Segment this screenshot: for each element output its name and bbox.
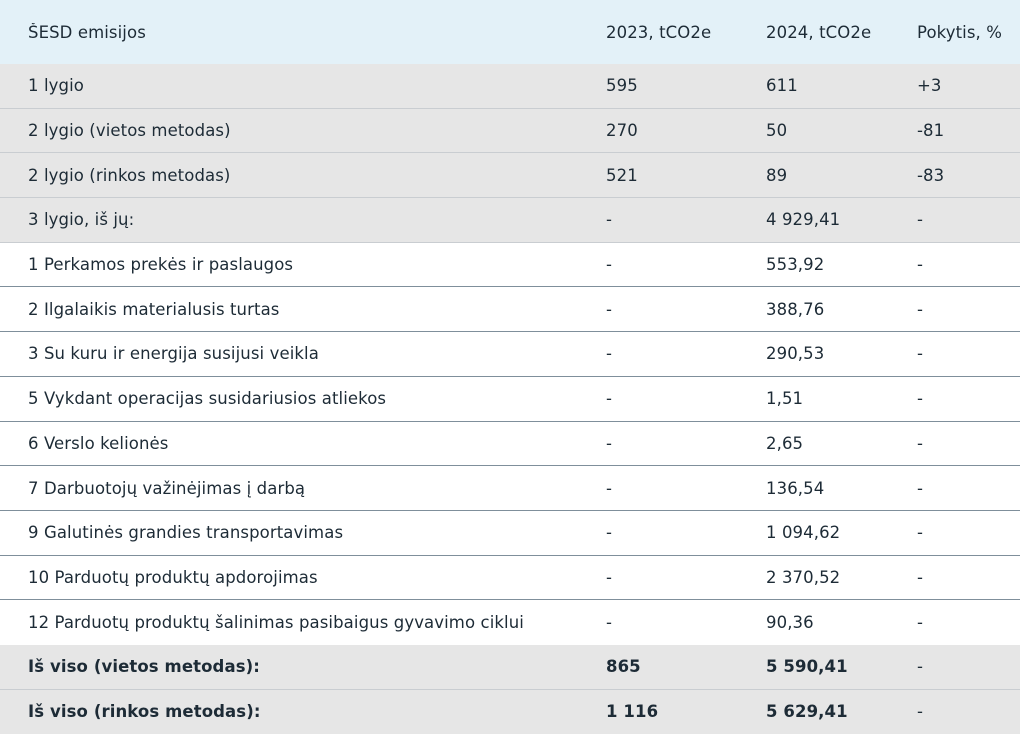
row-change: - xyxy=(917,299,924,319)
table-row xyxy=(0,332,1020,377)
row-2024: 89 xyxy=(766,165,788,185)
row-2023: 865 xyxy=(606,657,641,677)
row-change: - xyxy=(917,478,924,498)
row-2023: - xyxy=(606,299,613,319)
table-row xyxy=(0,153,1020,198)
row-label: 10 Parduotų produktų apdorojimas xyxy=(28,567,318,587)
row-2023: - xyxy=(606,613,613,633)
row-label: 1 Perkamos prekės ir paslaugos xyxy=(28,255,294,275)
table-row xyxy=(0,422,1020,467)
row-label: 1 lygio xyxy=(28,76,84,96)
row-label: 2 Ilgalaikis materialusis turtas xyxy=(28,299,280,319)
row-label: 3 Su kuru ir energija susijusi veikla xyxy=(28,344,319,364)
row-2023: - xyxy=(606,344,613,364)
row-2024: 290,53 xyxy=(766,344,825,364)
row-2024: 611 xyxy=(766,76,798,96)
row-change: -81 xyxy=(917,121,945,141)
table-row xyxy=(0,600,1020,645)
row-2023: - xyxy=(606,523,613,543)
row-2023: - xyxy=(606,567,613,587)
table-row xyxy=(0,466,1020,511)
header-change: Pokytis, % xyxy=(917,22,1003,42)
row-2023: - xyxy=(606,210,613,230)
row-2024: 2 370,52 xyxy=(766,567,841,587)
total-row-location xyxy=(0,645,1020,690)
table-row xyxy=(0,109,1020,154)
row-2023: 595 xyxy=(606,76,638,96)
table-row xyxy=(0,287,1020,332)
row-2024: 50 xyxy=(766,121,788,141)
row-label: 9 Galutinės grandies transportavimas xyxy=(28,523,344,543)
row-change: +3 xyxy=(917,76,942,96)
row-2024: 553,92 xyxy=(766,255,825,275)
row-label: Iš viso (rinkos metodas): xyxy=(28,702,261,722)
row-2024: 136,54 xyxy=(766,478,825,498)
row-2024: 5 590,41 xyxy=(766,657,848,677)
row-2024: 90,36 xyxy=(766,613,814,633)
table-row xyxy=(0,511,1020,556)
row-label: 12 Parduotų produktų šalinimas pasibaigus gyvavimo ciklui xyxy=(28,613,524,633)
row-label: 5 Vykdant operacijas susidariusios atliekos xyxy=(28,389,387,409)
row-2024: 388,76 xyxy=(766,299,825,319)
row-2023: 1 116 xyxy=(606,702,659,722)
header-2023: 2023, tCO2e xyxy=(606,22,712,42)
row-2023: - xyxy=(606,433,613,453)
table-row xyxy=(0,243,1020,288)
row-change: - xyxy=(917,657,924,677)
table-row xyxy=(0,556,1020,601)
row-change: - xyxy=(917,344,924,364)
row-change: - xyxy=(917,389,924,409)
row-label: 2 lygio (rinkos metodas) xyxy=(28,165,231,185)
row-label: 7 Darbuotojų važinėjimas į darbą xyxy=(28,478,306,498)
row-change: - xyxy=(917,702,924,722)
row-2024: 5 629,41 xyxy=(766,702,848,722)
row-2024: 4 929,41 xyxy=(766,210,841,230)
row-change: -83 xyxy=(917,165,945,185)
row-label: Iš viso (vietos metodas): xyxy=(28,657,260,677)
header-2024: 2024, tCO2e xyxy=(766,22,872,42)
total-row-market xyxy=(0,690,1020,735)
table-header xyxy=(0,0,1020,64)
row-2023: - xyxy=(606,255,613,275)
table-row xyxy=(0,377,1020,422)
row-2023: - xyxy=(606,478,613,498)
row-change: - xyxy=(917,255,924,275)
row-change: - xyxy=(917,210,924,230)
header-emissions: ŠESD emisijos xyxy=(28,22,146,42)
row-2024: 2,65 xyxy=(766,433,804,453)
row-2023: 521 xyxy=(606,165,638,185)
row-2024: 1,51 xyxy=(766,389,804,409)
table-row xyxy=(0,64,1020,109)
row-change: - xyxy=(917,567,924,587)
row-2024: 1 094,62 xyxy=(766,523,841,543)
row-change: - xyxy=(917,433,924,453)
row-change: - xyxy=(917,523,924,543)
row-label: 3 lygio, iš jų: xyxy=(28,210,135,230)
table-row xyxy=(0,198,1020,243)
row-label: 2 lygio (vietos metodas) xyxy=(28,121,231,141)
row-change: - xyxy=(917,613,924,633)
row-2023: - xyxy=(606,389,613,409)
row-2023: 270 xyxy=(606,121,638,141)
row-label: 6 Verslo kelionės xyxy=(28,433,169,453)
